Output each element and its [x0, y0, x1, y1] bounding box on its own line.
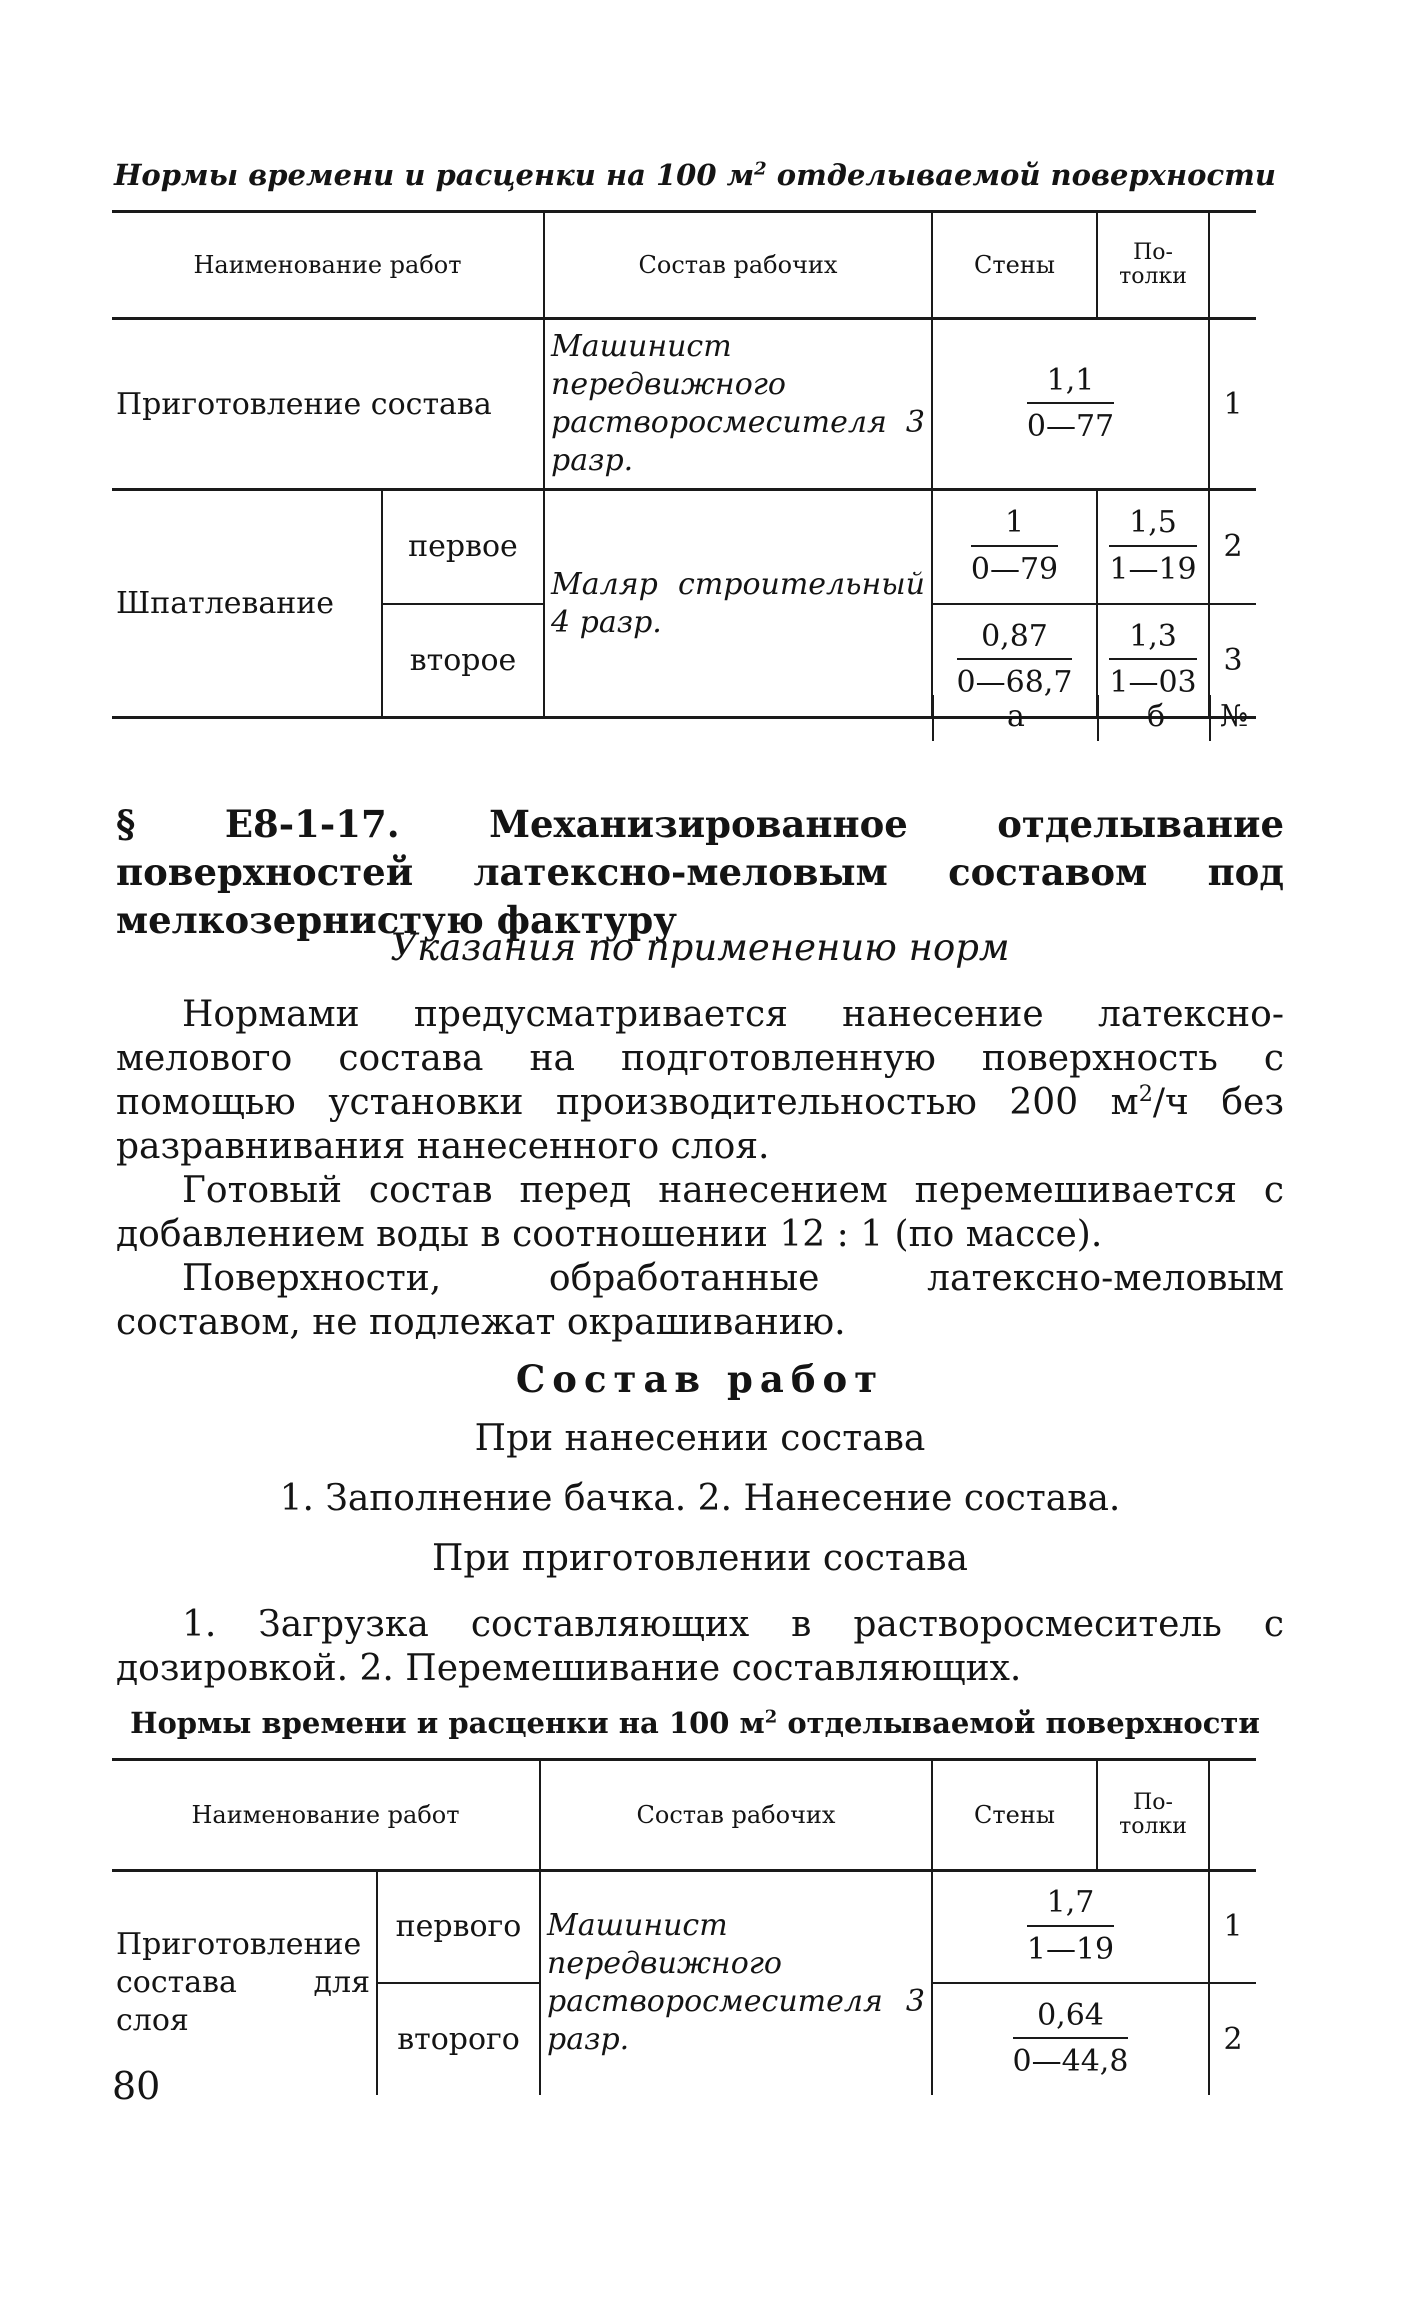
- top-table-caption: [110, 158, 1280, 192]
- row-prep-layer-name: Приготовление состава для слоя: [116, 1927, 370, 2039]
- row-second-walls: [932, 1983, 1209, 2095]
- row-putty-first-walls: [932, 490, 1097, 604]
- work-composition-title: Состав работ: [515, 1357, 885, 1401]
- header-ceilings-1: По-: [1133, 240, 1173, 265]
- row-putty-first-label: первое: [382, 490, 544, 604]
- fraction: [1109, 506, 1196, 587]
- fraction: [1027, 1886, 1114, 1967]
- row-first-walls: [932, 1871, 1209, 1983]
- section-heading: § Е8-1-17. Механизированное отделывание поверхностей латексно-меловым составом под мелкозернистую фактуру: [116, 802, 1284, 942]
- row-putty-first-ceil: [1097, 490, 1209, 604]
- paragraph-1-sup: 2: [1138, 1081, 1153, 1107]
- instructions-title: Указания по применению норм: [390, 926, 1010, 969]
- fraction-num: 0,87: [957, 620, 1073, 661]
- row-putty-second-index: 3: [1209, 604, 1256, 718]
- paragraph-3: Поверхности, обработанные латексно-меловым составом, не подлежат окрашиванию.: [116, 1258, 1284, 1343]
- footer-divider: [932, 695, 934, 741]
- fraction: [1027, 364, 1114, 445]
- header-crew: Состав рабочих: [540, 1760, 932, 1871]
- row-prep-crew: Машинист передвижного растворосмесителя 3 разр.: [544, 319, 932, 490]
- top-norms-table: [112, 210, 1256, 719]
- paragraph-1-text: Нормами предусматривается нанесение латексно-мелового состава на подготовленную поверхность с помощью установки производительностью 200 м: [116, 994, 1284, 1123]
- fraction-den: 1—03: [1109, 665, 1197, 701]
- row-second-label: второго: [377, 1983, 540, 2095]
- row-prep-index: 1: [1209, 319, 1256, 490]
- row-first-label: первого: [377, 1871, 540, 1983]
- row-prep-layer-crew: Машинист передвижного растворосмесителя 3 разр.: [540, 1871, 932, 2095]
- header-walls: Стены: [932, 1760, 1097, 1871]
- row-putty-name: Шпатлевание: [112, 490, 382, 718]
- header-walls: Стены: [932, 212, 1097, 319]
- header-index: [1209, 212, 1256, 319]
- paragraph-1-text-end: /ч без разравнивания нанесенного слоя.: [116, 1082, 1284, 1167]
- caption-text-end: отделываемой поверхности: [777, 1706, 1260, 1740]
- header-work-name: Наименование работ: [112, 1760, 540, 1871]
- footer-b: б: [1147, 699, 1166, 734]
- fraction-num: 1,5: [1109, 506, 1196, 547]
- row-putty-crew: Маляр строительный 4 разр.: [544, 490, 932, 718]
- prep-steps: 1. Загрузка составляющих в растворосмеситель с дозировкой. 2. Перемешивание составляющих.: [116, 1604, 1284, 1689]
- paragraph-2: Готовый состав перед нанесением перемешивается с добавлением воды в соотношении 12 : 1 (по массе).: [116, 1170, 1284, 1255]
- fraction: [1109, 620, 1196, 701]
- header-index: [1209, 1760, 1256, 1871]
- row-putty-second-label: второе: [382, 604, 544, 718]
- fraction-num: 1,1: [1027, 364, 1114, 405]
- header-work-name: Наименование работ: [112, 212, 544, 319]
- fraction-den: 1—19: [1026, 1931, 1115, 1967]
- header-crew: Состав рабочих: [544, 212, 932, 319]
- fraction-den: 0—68,7: [956, 665, 1073, 701]
- fraction-den: 1—19: [1109, 551, 1197, 587]
- footer-divider: [1209, 695, 1211, 741]
- header-ceilings-2: толки: [1119, 264, 1187, 289]
- prep-title: При приготовлении состава: [431, 1538, 968, 1579]
- row-putty-first-index: 2: [1209, 490, 1256, 604]
- fraction: [971, 506, 1058, 587]
- fraction-den: 0—77: [1026, 409, 1115, 444]
- paragraph-1: [116, 993, 1284, 1169]
- apply-title: При нанесении состава: [474, 1418, 926, 1459]
- row-second-index: 2: [1209, 1983, 1256, 2095]
- row-prep-name: Приготовление состава: [112, 319, 544, 490]
- footer-divider: [1097, 695, 1099, 741]
- caption-text: Нормы времени и расценки на 100 м: [114, 158, 755, 192]
- footer-num: №: [1220, 699, 1249, 734]
- bottom-table-caption: [110, 1706, 1280, 1740]
- caption-text: Нормы времени и расценки на 100 м: [130, 1706, 765, 1740]
- fraction-num: 1,3: [1109, 620, 1196, 661]
- page-number: 80: [112, 2064, 161, 2108]
- bottom-norms-table: [112, 1758, 1256, 2095]
- header-ceilings-1: По-: [1133, 1790, 1173, 1815]
- fraction-num: 0,64: [1013, 1999, 1129, 2040]
- row-prep-walls: [932, 319, 1209, 490]
- fraction: [1013, 1999, 1129, 2080]
- footer-a: а: [1007, 699, 1025, 734]
- caption-sup: 2: [754, 158, 767, 180]
- fraction: [957, 620, 1073, 701]
- apply-steps: 1. Заполнение бачка. 2. Нанесение состава.: [279, 1478, 1121, 1519]
- fraction-num: 1,7: [1027, 1886, 1114, 1927]
- fraction-num: 1: [971, 506, 1058, 547]
- caption-text-end: отделываемой поверхности: [766, 158, 1276, 192]
- fraction-den: 0—79: [970, 551, 1059, 587]
- fraction-den: 0—44,8: [1012, 2044, 1129, 2079]
- header-ceilings: [1097, 212, 1209, 319]
- caption-sup: 2: [764, 1706, 778, 1728]
- header-ceilings: [1097, 1760, 1209, 1871]
- row-first-index: 1: [1209, 1871, 1256, 1983]
- header-ceilings-2: толки: [1119, 1814, 1187, 1839]
